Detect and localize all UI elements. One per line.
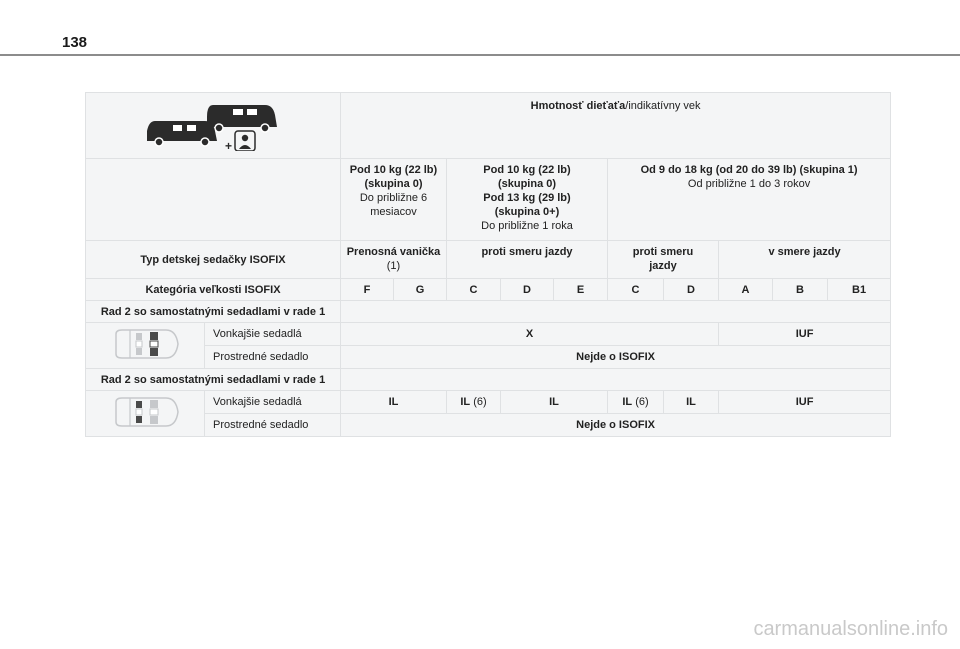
group-0-line: Pod 10 kg (22 lb) — [349, 164, 438, 176]
size-class-cell: G — [394, 279, 447, 301]
seat-type-row — [86, 241, 891, 279]
weight-header-bold: Hmotnosť dieťaťa — [530, 100, 626, 112]
section-1-title-empty — [341, 301, 891, 323]
group-1-line: Do približne 1 roka — [481, 220, 573, 232]
isofix-table — [85, 92, 891, 437]
section-2-value-bold: IL — [686, 396, 696, 408]
section-2-value-rest: (6) — [470, 396, 487, 408]
header-rule — [0, 54, 960, 56]
seat-type-bold: Prenosná vanička — [346, 246, 441, 258]
group-cell-2 — [608, 159, 891, 241]
seat-type-cell — [341, 241, 447, 279]
seat-type-bold: v smere jazdy — [768, 246, 841, 258]
section-2-value-bold: IL — [549, 396, 559, 408]
group-2-line: Od 9 do 18 kg (od 20 do 39 lb) (skupina 1) — [640, 164, 858, 176]
group-1-line: Pod 13 kg (29 lb) — [483, 192, 571, 204]
section-1-outer-label: Vonkajšie sedadlá — [205, 323, 341, 346]
seat-type-cell — [719, 241, 891, 279]
page-number: 138 — [62, 34, 88, 51]
section-1-outer-row — [86, 323, 891, 346]
size-class-cell: A — [719, 279, 773, 301]
section-2-outer-value — [341, 391, 447, 414]
section-2-inner — [86, 391, 340, 436]
child-seat-plus-icon — [235, 131, 255, 151]
section-2-map-cell — [86, 391, 205, 436]
section-1-inner — [86, 323, 340, 368]
groups-row — [86, 159, 891, 241]
group-0-line: mesiacov — [370, 206, 417, 218]
section-2-value-bold: IL — [388, 396, 399, 408]
section-1-outer-iuf: IUF — [719, 323, 891, 346]
group-1-line: Pod 10 kg (22 lb) — [483, 164, 571, 176]
header-row — [86, 93, 891, 159]
weight-header-rest: /indikatívny vek — [625, 100, 701, 112]
van-pair-icon — [143, 101, 283, 151]
size-class-cell: D — [501, 279, 554, 301]
size-class-row — [86, 279, 891, 301]
section-2-outer-value — [664, 391, 719, 414]
weight-header-cell — [341, 93, 891, 159]
size-class-cell: B1 — [828, 279, 891, 301]
section-2-value-bold: IUF — [795, 396, 814, 408]
group-1-line: (skupina 0) — [497, 178, 557, 190]
section-2-value-bold: IL — [460, 396, 471, 408]
section-1-title: Rad 2 so samostatnými sedadlami v rade 1 — [86, 301, 341, 323]
section-2-outer-value — [608, 391, 664, 414]
section-1-map-cell — [86, 323, 205, 368]
group-0-line: Do približne 6 — [359, 192, 428, 204]
section-2-title-empty — [341, 369, 891, 391]
section-2-outer-row — [86, 391, 891, 414]
group-0-line: (skupina 0) — [364, 178, 423, 190]
seat-type-label: Typ detskej sedačky ISOFIX — [86, 241, 341, 279]
size-class-cell: F — [341, 279, 394, 301]
groups-empty-cell — [86, 159, 341, 241]
group-cell-1 — [447, 159, 608, 241]
seat-type-rest: (1) — [386, 260, 401, 272]
seat-type-bold: proti smeru jazdy — [632, 246, 694, 272]
size-class-cell: B — [773, 279, 828, 301]
size-class-cell: E — [554, 279, 608, 301]
seat-map-icon — [110, 396, 180, 428]
section-2-middle-label: Prostredné sedadlo — [213, 419, 309, 431]
section-2-seat-cell — [86, 391, 341, 437]
section-1-title-row — [86, 301, 891, 323]
section-2-outer-value — [501, 391, 608, 414]
section-2-outer-value — [447, 391, 501, 414]
section-2-title-row — [86, 369, 891, 391]
seat-type-cell — [447, 241, 608, 279]
section-2-outer-value — [719, 391, 891, 414]
section-2-value-bold: IL — [622, 396, 633, 408]
svg-text:+: + — [225, 138, 233, 151]
section-2-title: Rad 2 so samostatnými sedadlami v rade 1 — [86, 369, 341, 391]
section-1-seat-cell — [86, 323, 341, 369]
size-class-cell: C — [447, 279, 501, 301]
seat-type-bold: proti smeru jazdy — [481, 246, 573, 258]
seat-type-cell — [608, 241, 719, 279]
section-2-value-rest: (6) — [632, 396, 649, 408]
section-1-outer-x: X — [341, 323, 719, 346]
section-2-outer-label: Vonkajšie sedadlá — [205, 391, 341, 414]
seat-map-icon — [110, 328, 180, 360]
size-class-cell: D — [664, 279, 719, 301]
section-1-middle-value: Nejde o ISOFIX — [341, 346, 891, 369]
section-1-middle-label: Prostredné sedadlo — [213, 351, 309, 363]
group-1-line: (skupina 0+) — [494, 206, 560, 218]
size-class-cell: C — [608, 279, 664, 301]
group-2-line: Od približne 1 do 3 rokov — [687, 178, 811, 190]
vehicle-icon-cell — [86, 93, 341, 159]
size-class-label: Kategória veľkosti ISOFIX — [86, 279, 341, 301]
section-2-middle-value: Nejde o ISOFIX — [341, 414, 891, 437]
watermark: carmanualsonline.info — [753, 618, 948, 640]
group-cell-0 — [341, 159, 447, 241]
